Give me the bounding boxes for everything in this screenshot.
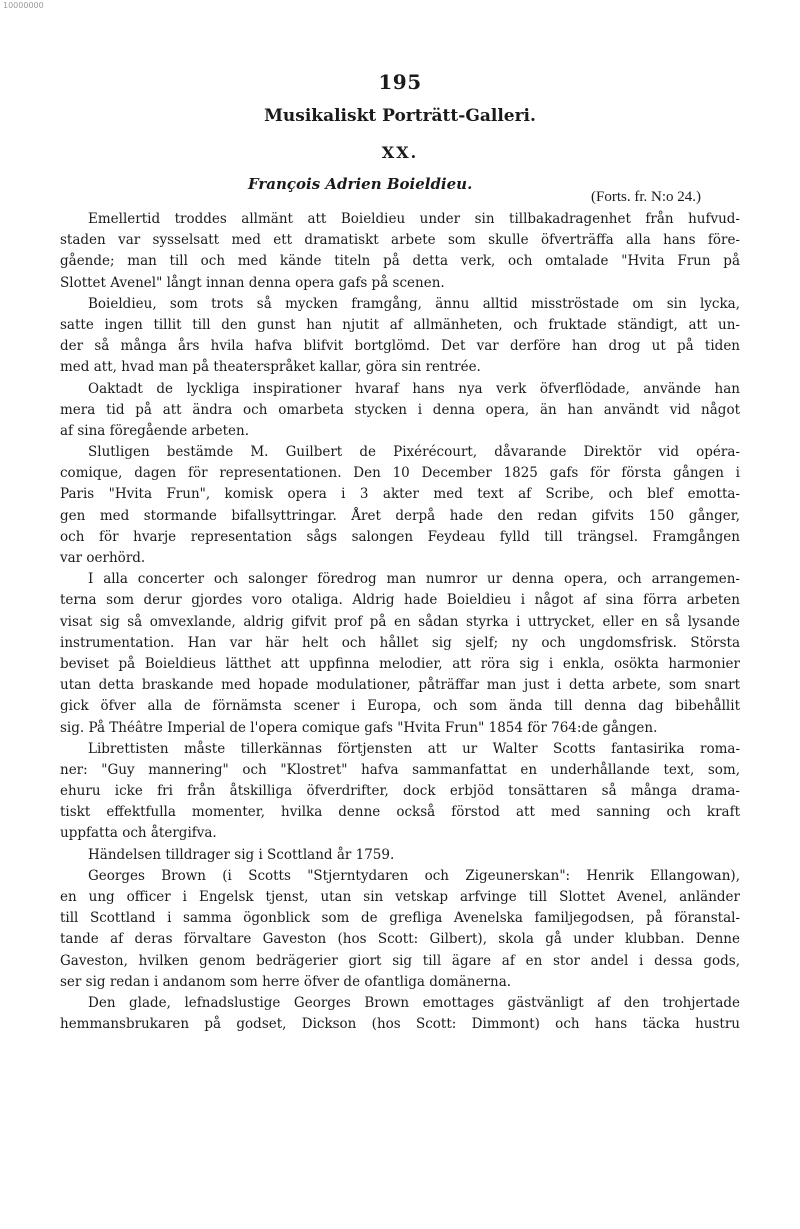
scan-id: 10000000 [3, 1, 44, 10]
text-line: ser sig redan i andanom som herre öfver de ofantliga domänerna. [60, 973, 512, 990]
subject-name: François Adrien Boieldieu. [248, 175, 473, 193]
text-line: Oaktadt de lyckliga inspirationer hvaraf hans nya verk öfverflödade, använde han [88, 380, 740, 397]
page-title: Musikaliskt Porträtt-Galleri. [264, 106, 536, 126]
text-line: terna som derur gjordes voro otaliga. Aldrig hade Boieldieu i något af sina förra arbeten [60, 592, 740, 609]
text-line: staden var sysselsatt med ett dramatiskt arbete som skulle öfverträffa alla hans före- [60, 232, 740, 249]
text-line: var oerhörd. [60, 550, 146, 566]
text-line: mera tid på att ändra och omarbeta stycken i denna opera, än han användt vid något [60, 401, 740, 418]
text-line: visat sig så omvexlande, aldrig gifvit prof på en sådan styrka i uttrycket, eller en så lysande [60, 613, 740, 630]
text-line: comique, dagen för representationen. Den 10 December 1825 gafs för första gången i [60, 465, 740, 482]
text-line: Händelsen tilldrager sig i Scottland år 1759. [88, 846, 395, 863]
text-line: ehuru icke fri från åtskilliga öfverdrifter, dock erbjöd tonsättaren så många drama- [60, 783, 740, 800]
text-line: gick öfver alla de förnämsta scener i Europa, och som ända till denna dag bibehållit [60, 698, 740, 715]
text-line: sig. På Théâtre Imperial de l'opera comique gafs "Hvita Frun" 1854 för 764:de gången. [60, 719, 658, 736]
text-line: utan detta braskande med hopade modulationer, påträffar man just i detta arbete, som snart [60, 677, 740, 694]
text-line: af sina föregående arbeten. [60, 422, 250, 439]
text-line: Paris "Hvita Frun", komisk opera i 3 akter med text af Scribe, och blef emotta- [60, 486, 740, 503]
text-line: gående; man till och med kände titeln på detta verk, och omtalade "Hvita Frun på [60, 253, 740, 270]
text-line: en ung officer i Engelsk tjenst, utan sin vetskap arfvinge till Slottet Avenel, anländer [60, 889, 740, 905]
text-line: tande af deras förvaltare Gaveston (hos Scott: Gilbert), skola gå under klubban. Denne [60, 931, 740, 948]
text-line: ner: "Guy mannering" och "Klostret" hafva sammanfattat en underhållande text, som, [60, 761, 740, 778]
text-line: I alla concerter och salonger föredrog man numror ur denna opera, och arrangemen- [88, 571, 740, 588]
continuation-note: (Forts. fr. N:o 24.) [591, 189, 701, 205]
text-line: Slutligen bestämde M. Guilbert de Pixérécourt, dåvarande Direktör vid opéra- [88, 444, 740, 461]
text-line: med att, hvad man på theaterspråket kallar, göra sin rentrée. [60, 359, 481, 376]
page-number: 195 [378, 70, 422, 94]
article-body [60, 209, 740, 1035]
text-line: Gaveston, hvilken genom bedrägerier giort sig till ägare af en stor andel i dessa gods, [60, 952, 740, 969]
text-line: tiskt effektfulla momenter, hvilka denne också förstod att med sanning och kraft [60, 804, 740, 821]
text-line: beviset på Boieldieus lätthet att uppfinna melodier, att röra sig i enkla, osökta harmonier [60, 655, 740, 672]
text-line: uppfatta och återgifva. [60, 825, 217, 842]
text-line: och för hvarje representation sågs salongen Feydeau fylld till trängsel. Framgången [60, 528, 740, 545]
text-line: Georges Brown (i Scotts "Stjerntydaren och Zigeunerskan": Henrik Ellangowan), [88, 867, 740, 884]
text-line: Librettisten måste tillerkännas förtjensten att ur Walter Scotts fantasirika roma- [88, 740, 740, 757]
text-line: Den glade, lefnadslustige Georges Brown emottages gästvänligt af den trohjertade [88, 994, 740, 1011]
text-line: satte ingen tillit till den gunst han njutit af allmänheten, och fruktade ständigt, att un- [60, 316, 740, 333]
text-line: Boieldieu, som trots så mycken framgång, ännu alltid misströstade om sin lycka, [88, 295, 740, 312]
text-line: Slottet Avenel" långt innan denna opera gafs på scenen. [60, 274, 445, 291]
text-line: instrumentation. Han var här helt och hållet sig sjelf; ny och ungdomsfrisk. Största [60, 634, 740, 651]
text-line: Emellertid troddes allmänt att Boieldieu under sin tillbakadragenhet från hufvud- [88, 211, 740, 227]
text-line: der så många års hvila hafva blifvit bortglömd. Det var derföre han drog ut på tiden [60, 338, 740, 355]
text-line: hemmansbrukaren på godset, Dickson (hos Scott: Dimmont) och hans täcka hustru [60, 1016, 740, 1033]
chapter-number: XX. [381, 143, 419, 162]
text-line: gen med stormande bifallsyttringar. Året derpå hade den redan gifvits 150 gånger, [60, 507, 740, 524]
text-line: till Scottland i samma ögonblick som de grefliga Avenelska familjegodsen, på föranstal- [60, 910, 740, 927]
